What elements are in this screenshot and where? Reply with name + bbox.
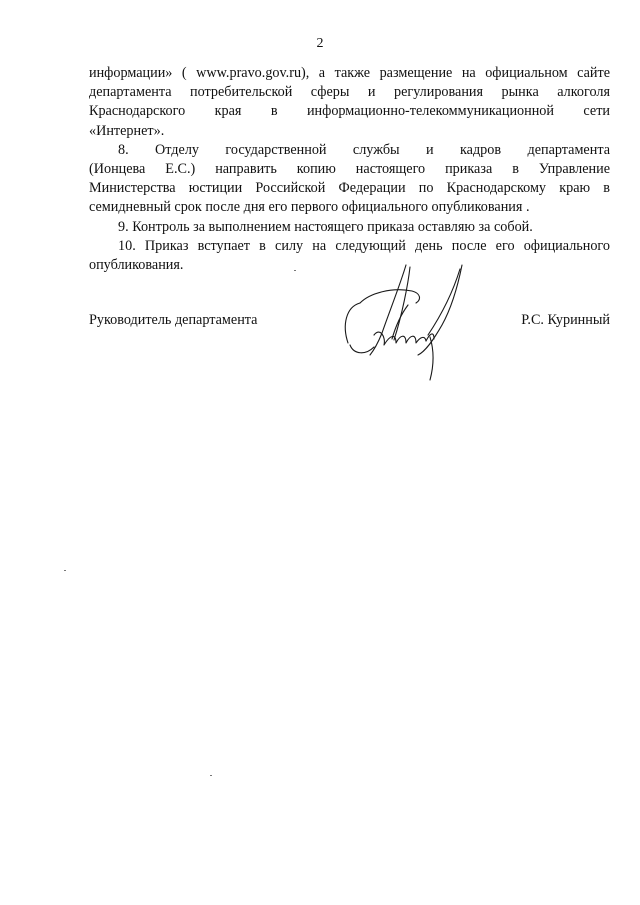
scan-speck <box>64 570 66 571</box>
handwritten-signature <box>330 255 470 390</box>
signatory-name: Р.С. Куринный <box>521 312 610 328</box>
paragraph-continuation <box>89 64 610 141</box>
page-number: 2 <box>316 36 324 51</box>
text-line: семидневный срок после дня его первого официального опубликования . <box>89 199 530 216</box>
text-line: 8. Отделу государственной службы и кадров департамента <box>118 141 610 158</box>
text-line: 10. Приказ вступает в силу на следующий день после его официального <box>118 237 610 254</box>
scan-speck <box>294 270 296 271</box>
scan-speck <box>210 775 212 776</box>
paragraph-9 <box>89 218 610 237</box>
text-line: опубликования. <box>89 257 184 274</box>
text-line: 9. Контроль за выполнением настоящего приказа оставляю за собой. <box>118 218 533 235</box>
text-line: Министерства юстиции Российской Федерации по Краснодарскому краю в <box>89 180 610 197</box>
text-line: департамента потребительской сферы и регулирования рынка алкоголя <box>89 84 610 101</box>
text-line: Краснодарского края в информационно-телекоммуникационной сети <box>89 103 610 120</box>
paragraph-8 <box>89 141 610 218</box>
document-body <box>89 64 610 275</box>
text-line: информации» ( www.pravo.gov.ru), а также размещение на официальном сайте <box>89 65 610 81</box>
text-line: (Ионцева Е.С.) направить копию настоящего приказа в Управление <box>89 161 610 178</box>
text-line: «Интернет». <box>89 122 165 139</box>
signatory-position: Руководитель департамента <box>89 312 258 328</box>
